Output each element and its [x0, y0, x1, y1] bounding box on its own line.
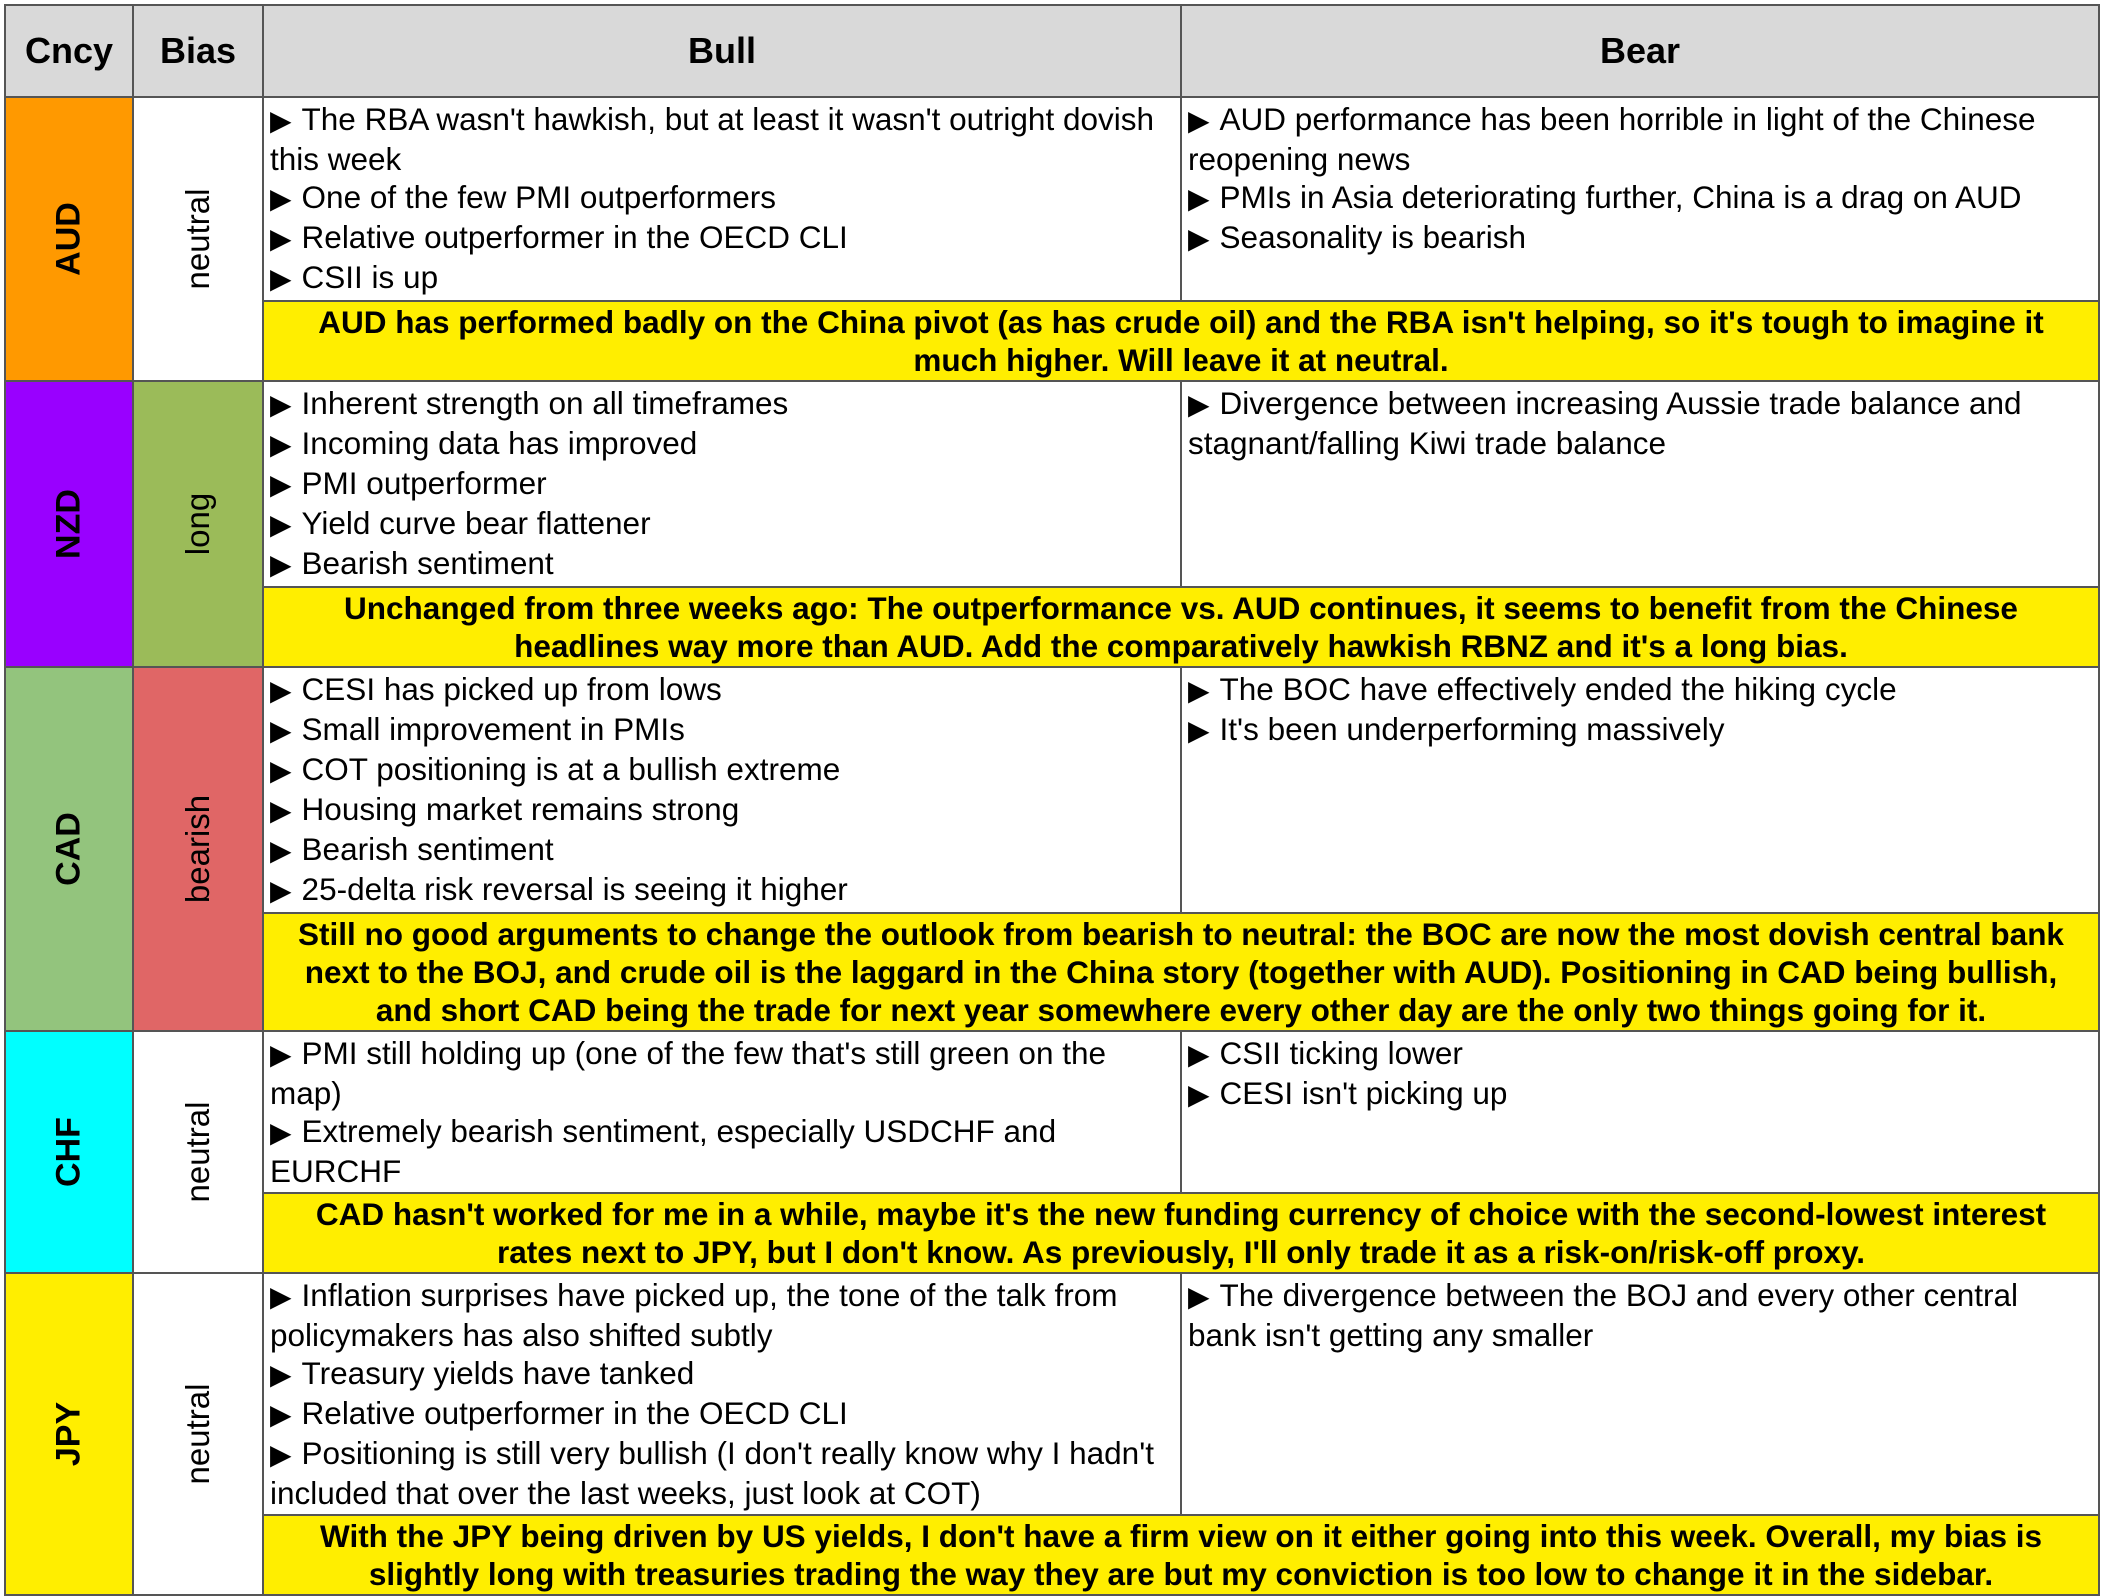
- bear-point: [1188, 710, 2092, 750]
- bull-point: [270, 1034, 1174, 1112]
- bull-point: [270, 870, 1174, 910]
- bull-point: [270, 670, 1174, 710]
- bull-point: [270, 544, 1174, 584]
- bullet-triangle-icon: ▶: [270, 263, 292, 294]
- bullet-triangle-icon: ▶: [270, 469, 292, 500]
- header-bias: Bias: [133, 5, 263, 97]
- currency-cell: [5, 1273, 133, 1595]
- bias-label: neutral: [179, 1383, 216, 1485]
- currency-cell: [5, 97, 133, 381]
- bias-cell: [133, 97, 263, 381]
- bear-point-text: AUD performance has been horrible in light of the Chinese reopening news: [1188, 101, 2036, 177]
- bull-point-text: Inflation surprises have picked up, the tone of the talk from policymakers has also shifted subtly: [270, 1277, 1118, 1353]
- bull-point-text: CESI has picked up from lows: [301, 671, 722, 707]
- bear-point-text: Seasonality is bearish: [1219, 219, 1526, 255]
- bullet-triangle-icon: ▶: [270, 1117, 292, 1148]
- header-bear: Bear: [1181, 5, 2099, 97]
- bull-point-text: The RBA wasn't hawkish, but at least it wasn't outright dovish this week: [270, 101, 1155, 177]
- bias-cell: [133, 381, 263, 667]
- currency-row: [5, 1273, 2099, 1515]
- bias-label: long: [179, 492, 216, 556]
- header-bull: Bull: [263, 5, 1181, 97]
- bull-point-text: Extremely bearish sentiment, especially USDCHF and EURCHF: [270, 1113, 1057, 1189]
- currency-bias-table: [4, 4, 2100, 1596]
- bull-point: [270, 100, 1174, 178]
- bull-point-text: Inherent strength on all timeframes: [301, 385, 789, 421]
- bullet-triangle-icon: ▶: [270, 835, 292, 866]
- bullet-triangle-icon: ▶: [270, 675, 292, 706]
- currency-cell: [5, 1031, 133, 1273]
- bullet-triangle-icon: ▶: [270, 183, 292, 214]
- bear-point-text: Divergence between increasing Aussie trade balance and stagnant/falling Kiwi trade balance: [1188, 385, 2022, 461]
- summary-row: [5, 1515, 2099, 1595]
- currency-label: CAD: [49, 812, 88, 886]
- bear-points: [1181, 667, 2099, 913]
- bear-point-text: The BOC have effectively ended the hiking cycle: [1219, 671, 1897, 707]
- currency-cell: [5, 381, 133, 667]
- bull-points: [263, 381, 1181, 587]
- bias-label: neutral: [179, 1101, 216, 1203]
- bull-point: [270, 830, 1174, 870]
- bull-point: [270, 1112, 1174, 1190]
- bullet-triangle-icon: ▶: [1188, 183, 1210, 214]
- bias-label: neutral: [179, 188, 216, 290]
- bull-point-text: Positioning is still very bullish (I don't really know why I hadn't included that over the last weeks, just look at COT): [270, 1435, 1154, 1511]
- bull-point: [270, 710, 1174, 750]
- bullet-triangle-icon: ▶: [1188, 1039, 1210, 1070]
- bear-point: [1188, 178, 2092, 218]
- bullet-triangle-icon: ▶: [270, 1359, 292, 1390]
- bear-point-text: CSII ticking lower: [1219, 1035, 1463, 1071]
- bear-points: [1181, 97, 2099, 301]
- bull-point-text: CSII is up: [301, 259, 439, 295]
- bear-point-text: The divergence between the BOJ and every other central bank isn't getting any smaller: [1188, 1277, 2019, 1353]
- bullet-triangle-icon: ▶: [270, 1039, 292, 1070]
- bullet-triangle-icon: ▶: [1188, 105, 1210, 136]
- bullet-triangle-icon: ▶: [270, 429, 292, 460]
- summary-row: [5, 301, 2099, 381]
- bullet-triangle-icon: ▶: [270, 223, 292, 254]
- bull-points: [263, 1031, 1181, 1193]
- bullet-triangle-icon: ▶: [1188, 1281, 1210, 1312]
- bear-point-text: CESI isn't picking up: [1219, 1075, 1508, 1111]
- bull-point: [270, 384, 1174, 424]
- bull-point-text: Incoming data has improved: [301, 425, 698, 461]
- bull-point-text: PMI still holding up (one of the few that's still green on the map): [270, 1035, 1107, 1111]
- currency-cell: [5, 667, 133, 1031]
- currency-row: [5, 97, 2099, 301]
- bull-point: [270, 504, 1174, 544]
- bull-points: [263, 97, 1181, 301]
- bullet-triangle-icon: ▶: [270, 389, 292, 420]
- bull-point-text: Bearish sentiment: [301, 831, 554, 867]
- bullet-triangle-icon: ▶: [270, 1399, 292, 1430]
- bull-point-text: Housing market remains strong: [301, 791, 740, 827]
- summary-text: AUD has performed badly on the China pivot (as has crude oil) and the RBA isn't helping, so it's tough to imagine it much higher. Will leave it at neutral.: [263, 301, 2099, 381]
- bear-point: [1188, 218, 2092, 258]
- currency-label: NZD: [49, 489, 88, 559]
- currency-label: JPY: [49, 1401, 88, 1467]
- bull-point-text: COT positioning is at a bullish extreme: [301, 751, 841, 787]
- bear-point: [1188, 384, 2092, 462]
- bullet-triangle-icon: ▶: [270, 795, 292, 826]
- bear-point: [1188, 670, 2092, 710]
- summary-text: CAD hasn't worked for me in a while, maybe it's the new funding currency of choice with the second-lowest interest rates next to JPY, but I don't know. As previously, I'll only trade it as a risk-on/risk-off proxy.: [263, 1193, 2099, 1273]
- bear-point-text: It's been underperforming massively: [1219, 711, 1725, 747]
- bullet-triangle-icon: ▶: [270, 875, 292, 906]
- header-cncy: Cncy: [5, 5, 133, 97]
- bullet-triangle-icon: ▶: [270, 105, 292, 136]
- bullet-triangle-icon: ▶: [1188, 223, 1210, 254]
- bull-point-text: Bearish sentiment: [301, 545, 554, 581]
- bullet-triangle-icon: ▶: [270, 1281, 292, 1312]
- currency-label: AUD: [49, 202, 88, 276]
- summary-row: [5, 913, 2099, 1031]
- bull-points: [263, 667, 1181, 913]
- bull-point: [270, 1394, 1174, 1434]
- bull-points: [263, 1273, 1181, 1515]
- bull-point-text: PMI outperformer: [301, 465, 547, 501]
- bull-point: [270, 750, 1174, 790]
- summary-text: Still no good arguments to change the outlook from bearish to neutral: the BOC are now the most dovish central bank next to the BOJ, and crude oil is the laggard in the China story (together with AUD). Positioning in CAD being bullish, and short CAD being the trade for next year somewhere every other day are the only two things going for it.: [263, 913, 2099, 1031]
- bear-point-text: PMIs in Asia deteriorating further, China is a drag on AUD: [1219, 179, 2022, 215]
- bear-point: [1188, 1034, 2092, 1074]
- bear-point: [1188, 1276, 2092, 1354]
- bullet-triangle-icon: ▶: [270, 509, 292, 540]
- bull-point: [270, 1276, 1174, 1354]
- bias-cell: [133, 1273, 263, 1595]
- bull-point: [270, 178, 1174, 218]
- bias-cell: [133, 667, 263, 1031]
- bull-point-text: Relative outperformer in the OECD CLI: [301, 219, 848, 255]
- bull-point-text: Yield curve bear flattener: [301, 505, 651, 541]
- bear-points: [1181, 1031, 2099, 1193]
- bull-point: [270, 258, 1174, 298]
- bear-point: [1188, 100, 2092, 178]
- bull-point-text: Small improvement in PMIs: [301, 711, 685, 747]
- summary-text: Unchanged from three weeks ago: The outperformance vs. AUD continues, it seems to benefit from the Chinese headlines way more than AUD. Add the comparatively hawkish RBNZ and it's a long bias.: [263, 587, 2099, 667]
- bear-point: [1188, 1074, 2092, 1114]
- currency-label: CHF: [49, 1117, 88, 1187]
- bullet-triangle-icon: ▶: [1188, 389, 1210, 420]
- bull-point: [270, 1354, 1174, 1394]
- bias-label: bearish: [179, 794, 216, 904]
- bullet-triangle-icon: ▶: [1188, 1079, 1210, 1110]
- bull-point: [270, 218, 1174, 258]
- bull-point: [270, 424, 1174, 464]
- header-row: [5, 5, 2099, 97]
- bullet-triangle-icon: ▶: [270, 715, 292, 746]
- bear-points: [1181, 1273, 2099, 1515]
- bullet-triangle-icon: ▶: [1188, 675, 1210, 706]
- bullet-triangle-icon: ▶: [270, 755, 292, 786]
- currency-row: [5, 1031, 2099, 1193]
- summary-row: [5, 1193, 2099, 1273]
- summary-text: With the JPY being driven by US yields, I don't have a firm view on it either going into this week. Overall, my bias is slightly long with treasuries trading the way they are but my conviction is too low to change it in the sidebar.: [263, 1515, 2099, 1595]
- bull-point: [270, 464, 1174, 504]
- bull-point-text: Relative outperformer in the OECD CLI: [301, 1395, 848, 1431]
- summary-row: [5, 587, 2099, 667]
- bullet-triangle-icon: ▶: [1188, 715, 1210, 746]
- bullet-triangle-icon: ▶: [270, 549, 292, 580]
- bull-point-text: 25-delta risk reversal is seeing it higher: [301, 871, 848, 907]
- bull-point-text: One of the few PMI outperformers: [301, 179, 777, 215]
- bear-points: [1181, 381, 2099, 587]
- currency-row: [5, 667, 2099, 913]
- currency-row: [5, 381, 2099, 587]
- bullet-triangle-icon: ▶: [270, 1439, 292, 1470]
- bull-point-text: Treasury yields have tanked: [301, 1355, 695, 1391]
- bull-point: [270, 790, 1174, 830]
- bias-cell: [133, 1031, 263, 1273]
- bull-point: [270, 1434, 1174, 1512]
